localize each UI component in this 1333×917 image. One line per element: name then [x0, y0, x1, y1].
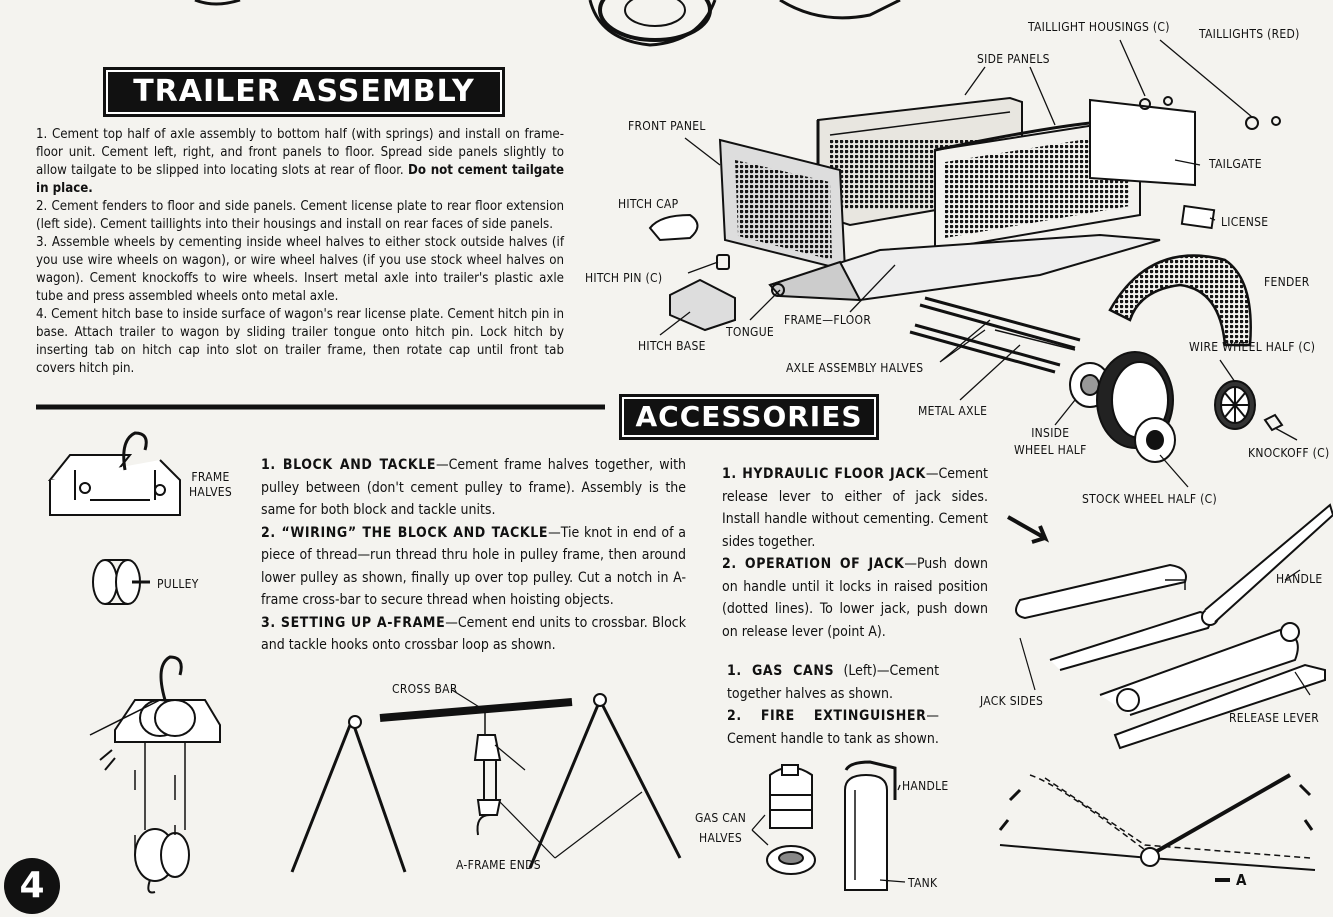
label-release-lever: RELEASE LEVER	[1229, 711, 1320, 725]
label-hitch-cap: HITCH CAP	[618, 197, 679, 211]
label-cross-bar: CROSS BAR	[392, 682, 458, 696]
label-tank: TANK	[908, 876, 938, 890]
extinguisher-step: 2. FIRE EXTINGUISHER—Cement handle to tank as shown.	[727, 708, 939, 747]
floor-jack-instructions	[722, 463, 988, 643]
jack-step-2: 2. OPERATION OF JACK—Push down on handle until it locks in raised position (dotted lines). To lower jack, push down on release lever (point A).	[722, 556, 988, 640]
label-frame-halves: FRAME HALVES	[189, 470, 233, 499]
label-pulley: PULLEY	[157, 577, 199, 591]
label-jack-handle: HANDLE	[1276, 572, 1323, 586]
cans-instructions	[727, 660, 939, 750]
label-inside-wheel-half: INSIDE WHEEL HALF	[1014, 426, 1087, 457]
label-metal-axle: METAL AXLE	[918, 404, 988, 418]
label-hitch-pin: HITCH PIN (C)	[585, 271, 663, 285]
pulley-illustration	[93, 560, 150, 604]
label-front-panel: FRONT PANEL	[628, 119, 706, 133]
label-license: LICENSE	[1221, 215, 1269, 229]
label-point-a: A	[1236, 871, 1247, 889]
trailer-step-4: 4. Cement hitch base to inside surface of wagon's rear license plate. Cement hitch pin in base. Attach trailer to wagon by sliding trailer tongue onto hitch pin. Lock hitch by inserting tab on hitch cap into slot on trailer frame, then rotate cap until front tab covers hitch pin.	[36, 307, 564, 376]
trailer-step-2: 2. Cement fenders to floor and side panels. Cement license plate to rear floor extension (left side). Cement taillights into their housings and install on rear faces of side panels.	[36, 199, 564, 232]
label-knockoff: KNOCKOFF (C)	[1248, 446, 1330, 460]
accessories-title: ACCESSORIES	[619, 394, 879, 440]
block-tackle-step-1: 1. BLOCK AND TACKLE—Cement frame halves together, with pulley between (don't cement pulley to frame). Assembly is the same for both block and tackle units.	[261, 457, 686, 518]
block-tackle-step-3: 3. SETTING UP A-FRAME—Cement end units to crossbar. Block and tackle hooks onto crossbar loop as shown.	[261, 614, 687, 653]
label-gas-can-halves: GAS CAN HALVES	[695, 811, 747, 845]
a-frame-illustration	[292, 690, 680, 872]
trailer-instructions	[36, 126, 564, 378]
label-taillight-housings: TAILLIGHT HOUSINGS (C)	[1028, 20, 1170, 34]
trailer-step-3: 3. Assemble wheels by cementing inside wheel halves to either stock outside halves (if you use wire wheels on wagon), or wire wheel halves (if you use stock wheel halves on wagon). Cement knockoffs to wire wheels. Insert metal axle into trailer's plastic axle tube and press assembled wheels onto metal axle.	[36, 235, 564, 304]
trailer-step-1: 1. Cement top half of axle assembly to bottom half (with springs) and install on frame-floor unit. Cement left, right, and front panels to floor. Spread side panels slightly to allow tailgate to be slipped into locating slots at rear of floor. Do not cement tailgate in place.	[36, 127, 565, 196]
label-frame-floor: FRAME—FLOOR	[784, 313, 872, 327]
label-a-frame-ends: A-FRAME ENDS	[456, 858, 541, 872]
label-hitch-base: HITCH BASE	[638, 339, 706, 353]
floor-jack-illustration	[1000, 505, 1333, 880]
label-side-panels: SIDE PANELS	[977, 52, 1050, 66]
gas-can-illustration	[752, 765, 815, 874]
label-stock-wheel-half: STOCK WHEEL HALF (C)	[1082, 492, 1217, 506]
page-number: 4	[4, 858, 60, 914]
label-wire-wheel-half: WIRE WHEEL HALF (C)	[1189, 340, 1316, 354]
block-and-tackle-illustration	[90, 657, 220, 893]
block-tackle-instructions	[261, 454, 686, 657]
label-taillights: TAILLIGHTS (RED)	[1199, 27, 1300, 41]
trailer-assembly-title: TRAILER ASSEMBLY	[103, 67, 505, 117]
frame-halves-illustration	[50, 433, 180, 515]
jack-step-1: 1. HYDRAULIC FLOOR JACK—Cement release lever to either of jack sides. Install handle without cementing. Cement sides together.	[722, 466, 988, 550]
gas-cans-step: 1. GAS CANS (Left)—Cement together halves as shown.	[727, 663, 940, 702]
label-tailgate: TAILGATE	[1209, 157, 1262, 171]
label-axle-assembly-halves: AXLE ASSEMBLY HALVES	[786, 361, 924, 375]
label-extinguisher-handle: HANDLE	[902, 779, 949, 793]
label-jack-sides: JACK SIDES	[980, 694, 1044, 708]
fire-extinguisher-illustration	[845, 762, 905, 890]
label-fender: FENDER	[1264, 275, 1310, 289]
block-tackle-step-2: 2. “WIRING” THE BLOCK AND TACKLE—Tie knot in end of a piece of thread—run thread thru hole in pulley frame, then around lower pulley as shown, finally up over top pulley. Cut a notch in A-frame cross-bar to secure thread when hoisting objects.	[261, 524, 687, 608]
car-wheel-illustration	[195, 0, 900, 45]
label-tongue: TONGUE	[726, 325, 775, 339]
arrow-icon	[1008, 517, 1045, 542]
